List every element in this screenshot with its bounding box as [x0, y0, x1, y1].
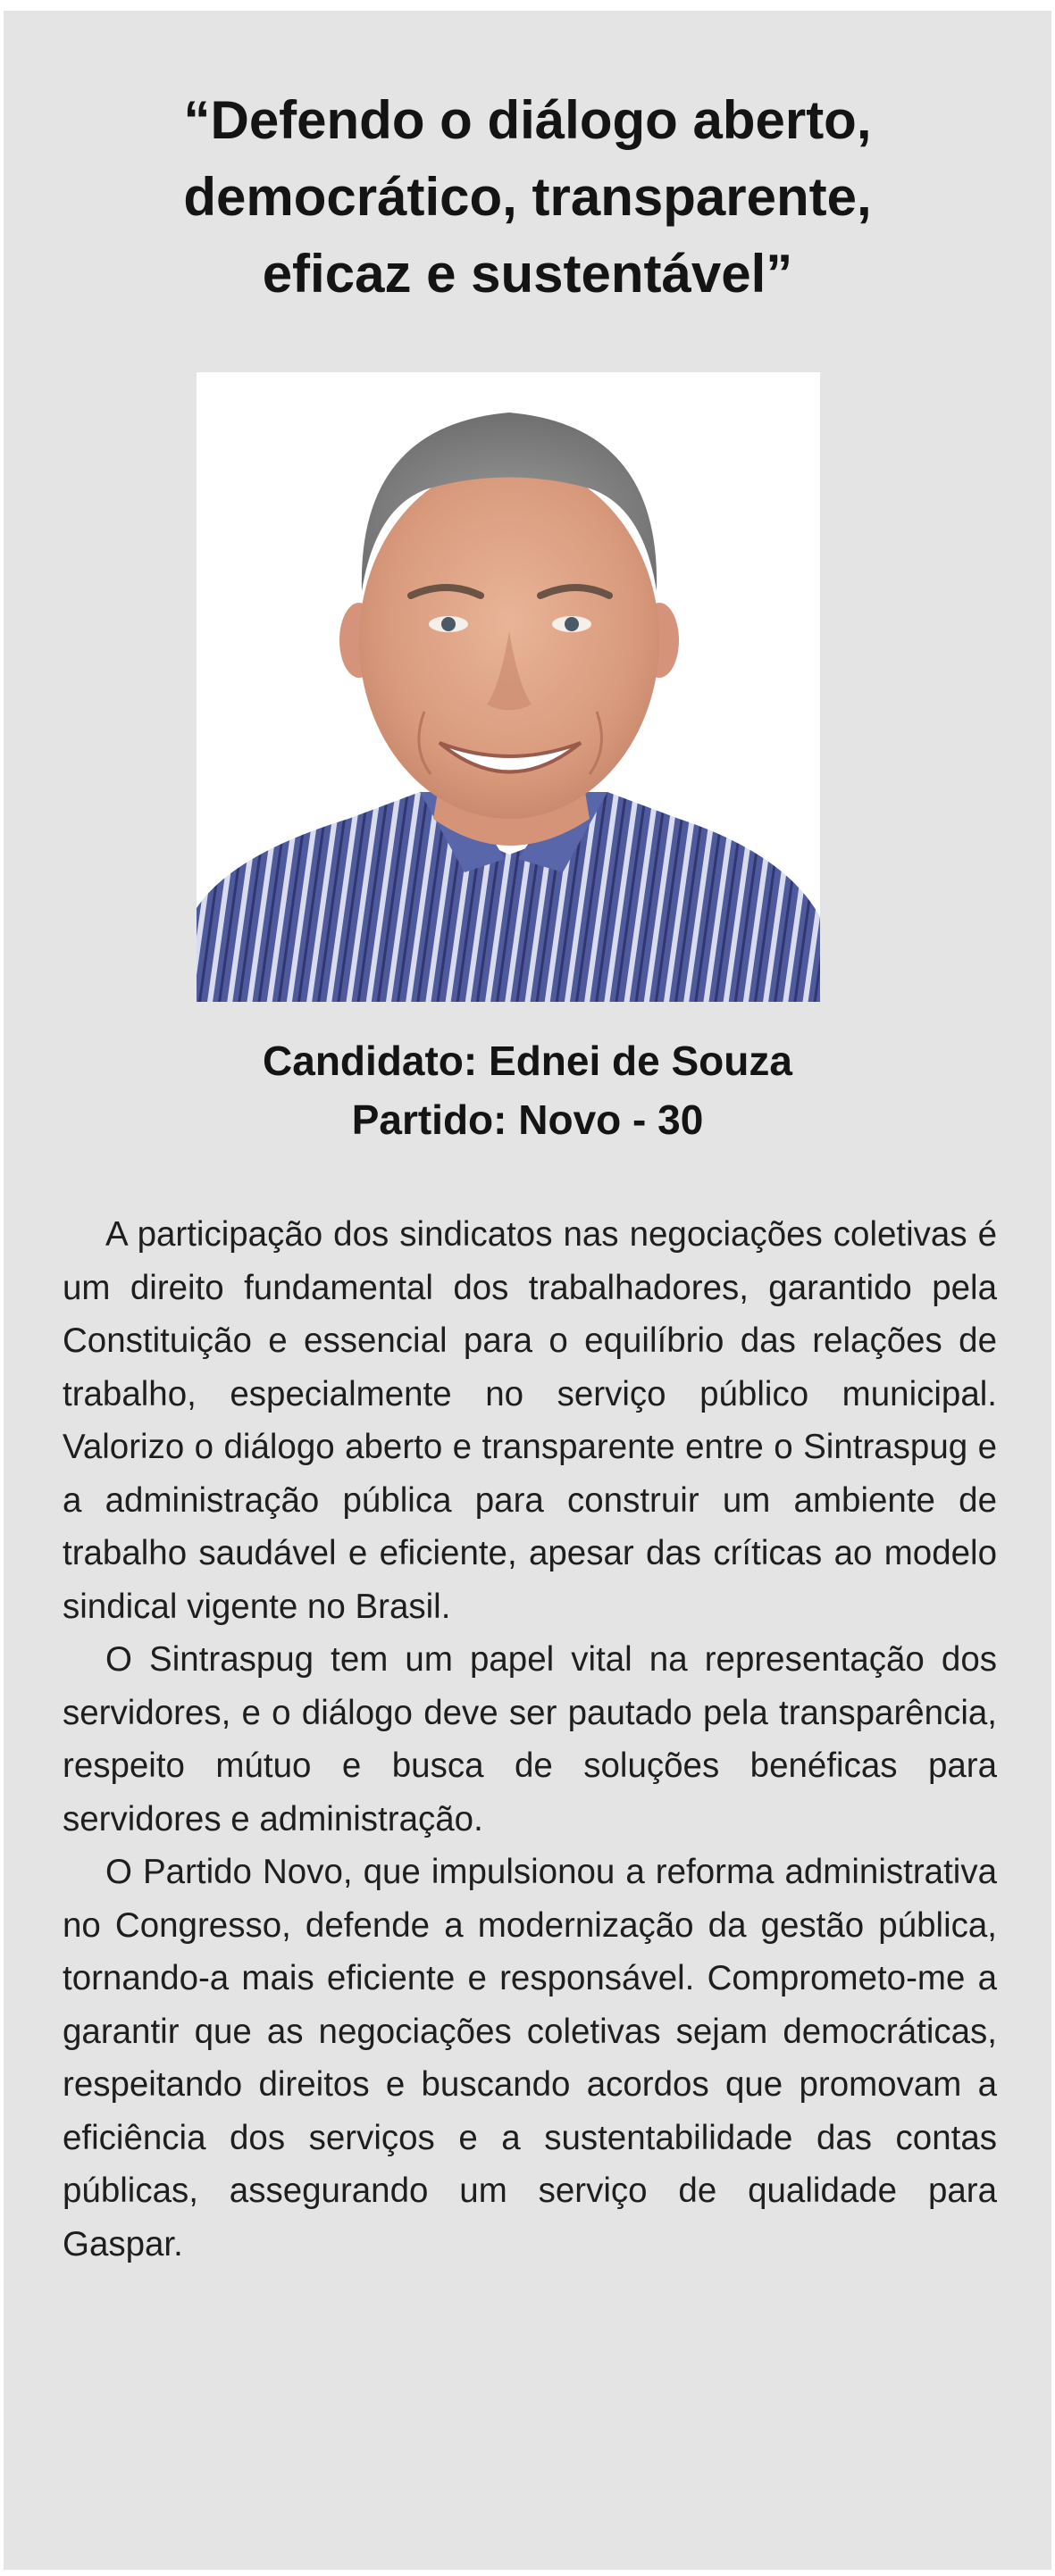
- headline-quote: [57, 82, 998, 313]
- body-paragraph-2: O Sintraspug tem um papel vital na representação dos servidores, e o diálogo deve ser pautado pela transparência, respeito mútuo e busca de soluções benéficas para servidores e administração.: [63, 1640, 997, 1838]
- body-paragraph-1: A participação dos sindicatos nas negociações coletivas é um direito fundamental dos trabalhadores, garantido pela Constituição e essencial para o equilíbrio das relações de trabalho, especialmente no serviço público municipal. Valorizo o diálogo aberto e transparente entre o Sintraspug e a administração pública para construir um ambiente de trabalho saudável e eficiente, apesar das críticas ao modelo sindical vigente no Brasil.: [63, 1215, 997, 1626]
- article-body: [63, 1208, 997, 2271]
- article-panel: [4, 11, 1051, 2570]
- candidate-info: [57, 1031, 998, 1149]
- headline-line-3: eficaz e sustentável”: [262, 244, 793, 304]
- candidate-party: Partido: Novo - 30: [351, 1096, 704, 1143]
- candidate-portrait: [197, 372, 820, 1002]
- candidate-name: Candidato: Ednei de Souza: [263, 1038, 792, 1084]
- headline-line-1: “Defendo o diálogo aberto,: [183, 90, 872, 150]
- headline-line-2: democrático, transparente,: [183, 167, 872, 227]
- body-paragraph-3: O Partido Novo, que impulsionou a reforma administrativa no Congresso, defende a modernização da gestão pública, tornando-a mais eficiente e responsável. Comprometo-me a garantir que as negociações coletivas sejam democráticas, respeitando direitos e buscando acordos que promovam a eficiência dos serviços e a sustentabilidade das contas públicas, assegurando um serviço de qualidade para Gaspar.: [63, 1853, 997, 2263]
